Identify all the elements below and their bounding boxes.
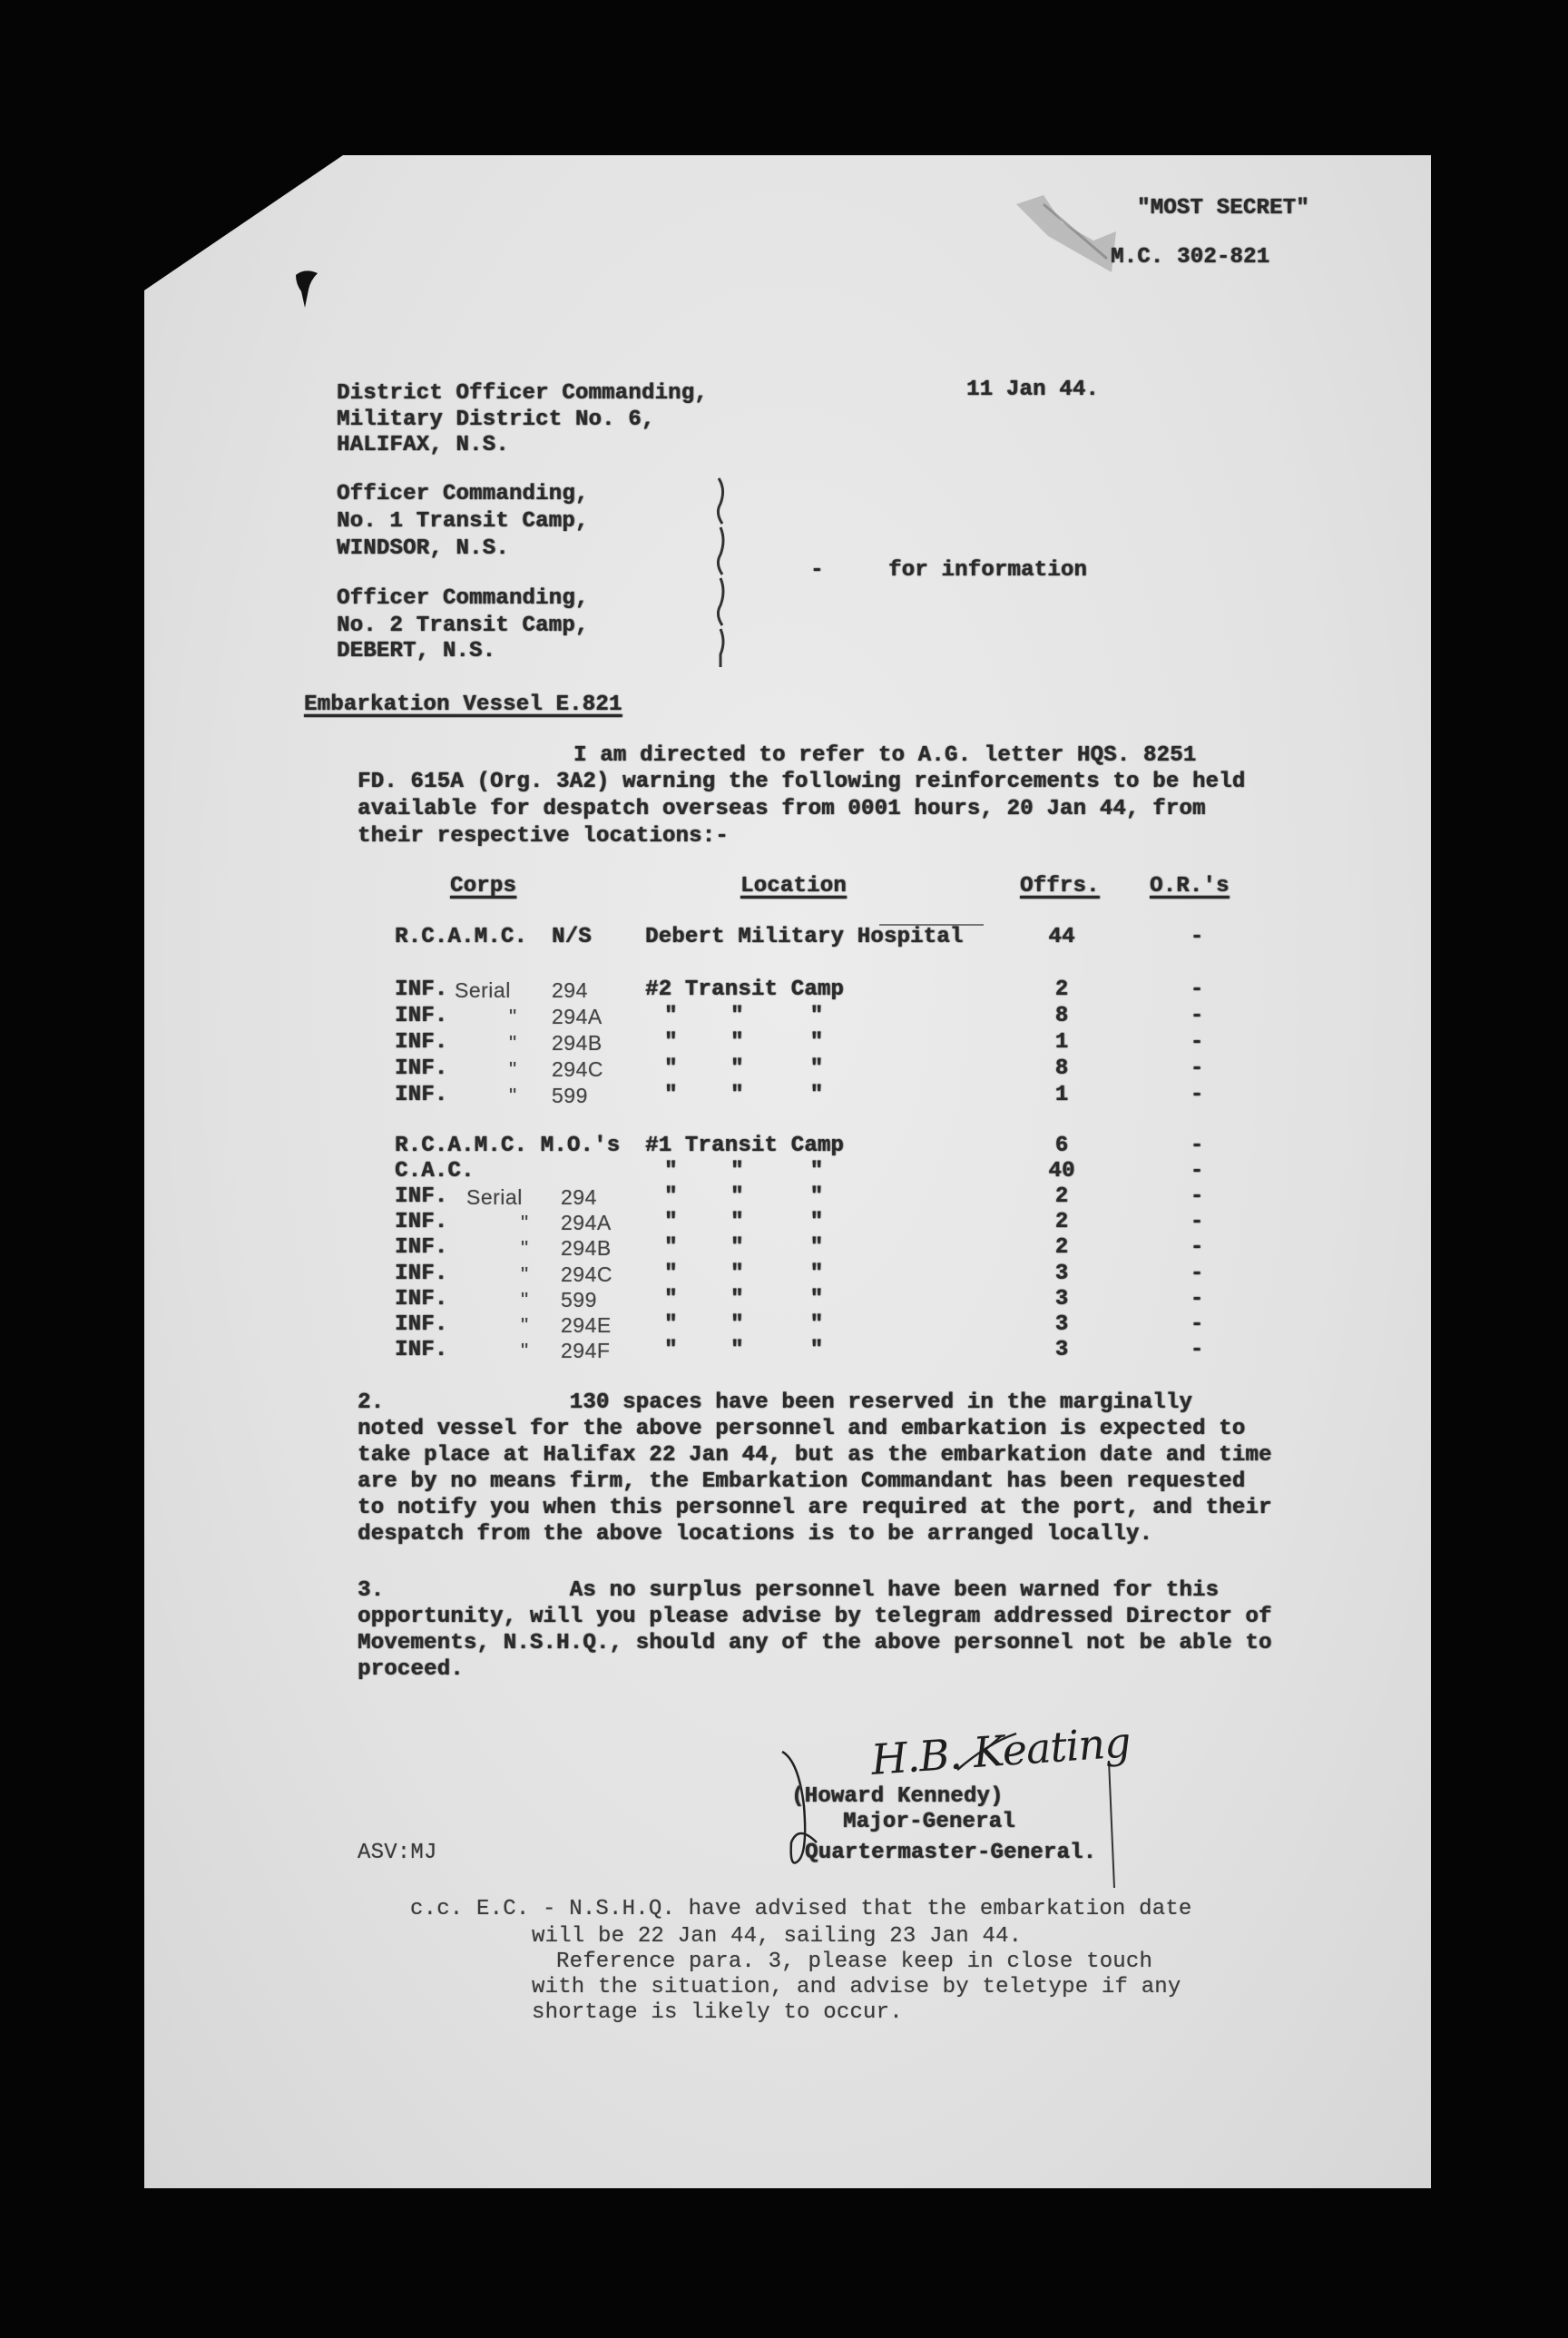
cell-serial: 294 [561, 1185, 597, 1210]
cell-serial: N/S [552, 925, 592, 949]
paragraph-line: available for despatch overseas from 0001 hours, 20 Jan 44, from [358, 797, 1206, 821]
letter-date: 11 Jan 44. [966, 378, 1100, 402]
cell-offrs: 1 [1054, 1083, 1069, 1107]
cell-serial-prefix: Serial [455, 978, 511, 1002]
stamp-mark-icon [1007, 186, 1143, 286]
header-corps: Corps [450, 874, 517, 899]
cc-line: c.c. E.C. - N.S.H.Q. have advised that the embarkation date [410, 1897, 1192, 1921]
paragraph-line: to notify you when this personnel are required at the port, and their [358, 1496, 1272, 1520]
cell-corps: C.A.C. [395, 1159, 475, 1184]
cell-ors: - [1190, 1134, 1204, 1158]
cell-serial-prefix: " [521, 1338, 529, 1362]
cell-location: " " " [664, 1261, 824, 1286]
cell-serial: 294A [552, 1005, 603, 1028]
handwritten-signature: H.B. Keating [869, 1717, 1132, 1784]
cell-location: " " " [664, 1004, 824, 1028]
cell-offrs: 40 [1048, 1159, 1075, 1184]
cell-serial-prefix: " [521, 1211, 529, 1235]
cell-offrs: 2 [1054, 1235, 1069, 1261]
paragraph-line: FD. 615A (Org. 3A2) warning the following reinforcements to be held [358, 770, 1246, 794]
cell-corps: INF. [395, 1184, 448, 1210]
cell-corps: INF. [395, 1337, 448, 1362]
cell-serial: 294A [561, 1211, 612, 1235]
cell-serial: 294C [552, 1057, 603, 1081]
cell-serial: 294F [561, 1338, 611, 1362]
cell-ors: - [1190, 1210, 1204, 1235]
for-information-note: for information [888, 558, 1088, 583]
cell-location: " " " [664, 1159, 824, 1184]
cc-line: with the situation, and advise by teletype if any [532, 1975, 1181, 1999]
info-dash: - [810, 558, 824, 583]
cell-location: " " " [664, 1337, 824, 1362]
cc-line: shortage is likely to occur. [532, 2000, 903, 2025]
cell-offrs: 3 [1054, 1337, 1069, 1362]
cell-corps: INF. [395, 1056, 448, 1081]
cell-location: " " " [664, 1235, 824, 1261]
paragraph-line: opportunity, will you please advise by telegram addressed Director of [358, 1605, 1272, 1629]
paragraph-line: 2. 130 spaces have been reserved in the marginally [358, 1390, 1192, 1415]
address-line: DEBERT, N.S. [337, 639, 496, 663]
cell-serial: 294B [561, 1236, 612, 1261]
typist-initials: ASV:MJ [358, 1841, 437, 1865]
paragraph-line: proceed. [358, 1657, 464, 1682]
cell-corps: INF. [395, 977, 448, 1002]
cell-offrs: 3 [1054, 1311, 1069, 1337]
cell-offrs: 44 [1048, 925, 1075, 949]
cell-offrs: 2 [1054, 977, 1069, 1002]
signatory-name: (Howard Kennedy) [791, 1784, 1004, 1809]
header-offrs: Offrs. [1020, 874, 1100, 899]
cell-corps: INF. [395, 1261, 448, 1286]
cell-corps: INF. [395, 1311, 448, 1337]
cell-ors: - [1190, 1261, 1204, 1286]
cell-serial-prefix: " [509, 1031, 517, 1055]
ink-blot-icon [292, 268, 325, 313]
cell-serial-prefix: Serial [466, 1185, 523, 1210]
cell-ors: - [1190, 1030, 1204, 1055]
cell-serial-prefix: " [509, 1057, 517, 1081]
cell-location: " " " [664, 1286, 824, 1311]
bracket-icon [713, 476, 735, 669]
cell-serial-prefix: " [509, 1005, 517, 1028]
cell-location: " " " [664, 1083, 824, 1107]
paragraph-line: noted vessel for the above personnel and embarkation is expected to [358, 1417, 1246, 1441]
cell-serial-prefix: " [509, 1084, 517, 1107]
cell-offrs: 2 [1054, 1184, 1069, 1210]
cell-ors: - [1190, 1311, 1204, 1337]
address-line: District Officer Commanding, [337, 381, 708, 406]
cell-serial: 294E [561, 1312, 612, 1337]
address-line: No. 1 Transit Camp, [337, 509, 589, 534]
header-location: Location [740, 874, 847, 899]
cell-serial: 294 [552, 978, 588, 1002]
paragraph-line: take place at Halifax 22 Jan 44, but as the embarkation date and time [358, 1443, 1272, 1468]
cell-ors: - [1190, 1159, 1204, 1184]
cell-location: " " " [664, 1184, 824, 1210]
cell-ors: - [1190, 925, 1204, 949]
cell-location: Debert Military Hospital [645, 925, 964, 949]
cell-ors: - [1190, 1083, 1204, 1107]
cell-location: #2 Transit Camp [645, 977, 845, 1002]
cell-corps: INF. [395, 1235, 448, 1261]
subject-heading: Embarkation Vessel E.821 [304, 693, 622, 717]
address-line: Military District No. 6, [337, 408, 655, 432]
cell-location: " " " [664, 1210, 824, 1235]
address-line: No. 2 Transit Camp, [337, 614, 589, 638]
cell-serial: 294C [561, 1262, 612, 1286]
cell-location: " " " [664, 1311, 824, 1337]
signatory-rank: Major-General [843, 1810, 1015, 1834]
cell-corps: INF. [395, 1030, 448, 1055]
cell-serial-prefix: " [521, 1262, 529, 1286]
cell-ors: - [1190, 977, 1204, 1002]
paragraph-line: Movements, N.S.H.Q., should any of the above personnel not be able to [358, 1631, 1272, 1655]
cell-ors: - [1190, 1184, 1204, 1210]
cell-serial-prefix: " [521, 1236, 529, 1261]
cell-offrs: 3 [1054, 1261, 1069, 1286]
cell-serial: 599 [561, 1287, 597, 1311]
header-ors: O.R.'s [1150, 874, 1230, 899]
cell-offrs: 2 [1054, 1210, 1069, 1235]
cell-serial-prefix: " [521, 1312, 529, 1337]
cell-corps: INF. [395, 1083, 448, 1107]
cell-location: " " " [664, 1030, 824, 1055]
cell-ors: - [1190, 1337, 1204, 1362]
classification-label: "MOST SECRET" [1137, 196, 1309, 221]
paragraph-line: despatch from the above locations is to be arranged locally. [358, 1522, 1153, 1547]
cell-offrs: 1 [1054, 1030, 1069, 1055]
cell-offrs: 8 [1054, 1004, 1069, 1028]
address-line: WINDSOR, N.S. [337, 536, 509, 561]
cell-corps: INF. [395, 1210, 448, 1235]
cell-serial: 599 [552, 1084, 588, 1107]
paragraph-line: are by no means firm, the Embarkation Commandant has been requested [358, 1469, 1246, 1494]
cell-corps: R.C.A.M.C. M.O.'s [395, 1134, 621, 1158]
cell-offrs: 3 [1054, 1286, 1069, 1311]
address-line: HALIFAX, N.S. [337, 433, 509, 457]
address-line: Officer Commanding, [337, 482, 589, 506]
cell-corps: INF. [395, 1004, 448, 1028]
address-line: Officer Commanding, [337, 586, 589, 611]
paragraph-line: their respective locations:- [358, 824, 729, 849]
cell-corps: INF. [395, 1286, 448, 1311]
cell-serial-prefix: " [521, 1287, 529, 1311]
cell-location: #1 Transit Camp [645, 1134, 845, 1158]
file-reference: M.C. 302-821 [1111, 245, 1270, 270]
cc-line: will be 22 Jan 44, sailing 23 Jan 44. [532, 1924, 1023, 1949]
cc-line: Reference para. 3, please keep in close touch [556, 1950, 1153, 1974]
cell-serial: 294B [552, 1031, 603, 1055]
cell-offrs: 6 [1054, 1134, 1069, 1158]
cell-location: " " " [664, 1056, 824, 1081]
cell-ors: - [1190, 1235, 1204, 1261]
cell-offrs: 8 [1054, 1056, 1069, 1081]
paragraph-line: 3. As no surplus personnel have been warned for this [358, 1578, 1220, 1603]
cell-ors: - [1190, 1004, 1204, 1028]
cell-ors: - [1190, 1056, 1204, 1081]
cell-corps: R.C.A.M.C. [395, 925, 528, 949]
cell-ors: - [1190, 1286, 1204, 1311]
paragraph-line: I am directed to refer to A.G. letter HQS. 8251 [573, 743, 1197, 768]
signatory-title: Quartermaster-General. [805, 1841, 1097, 1865]
